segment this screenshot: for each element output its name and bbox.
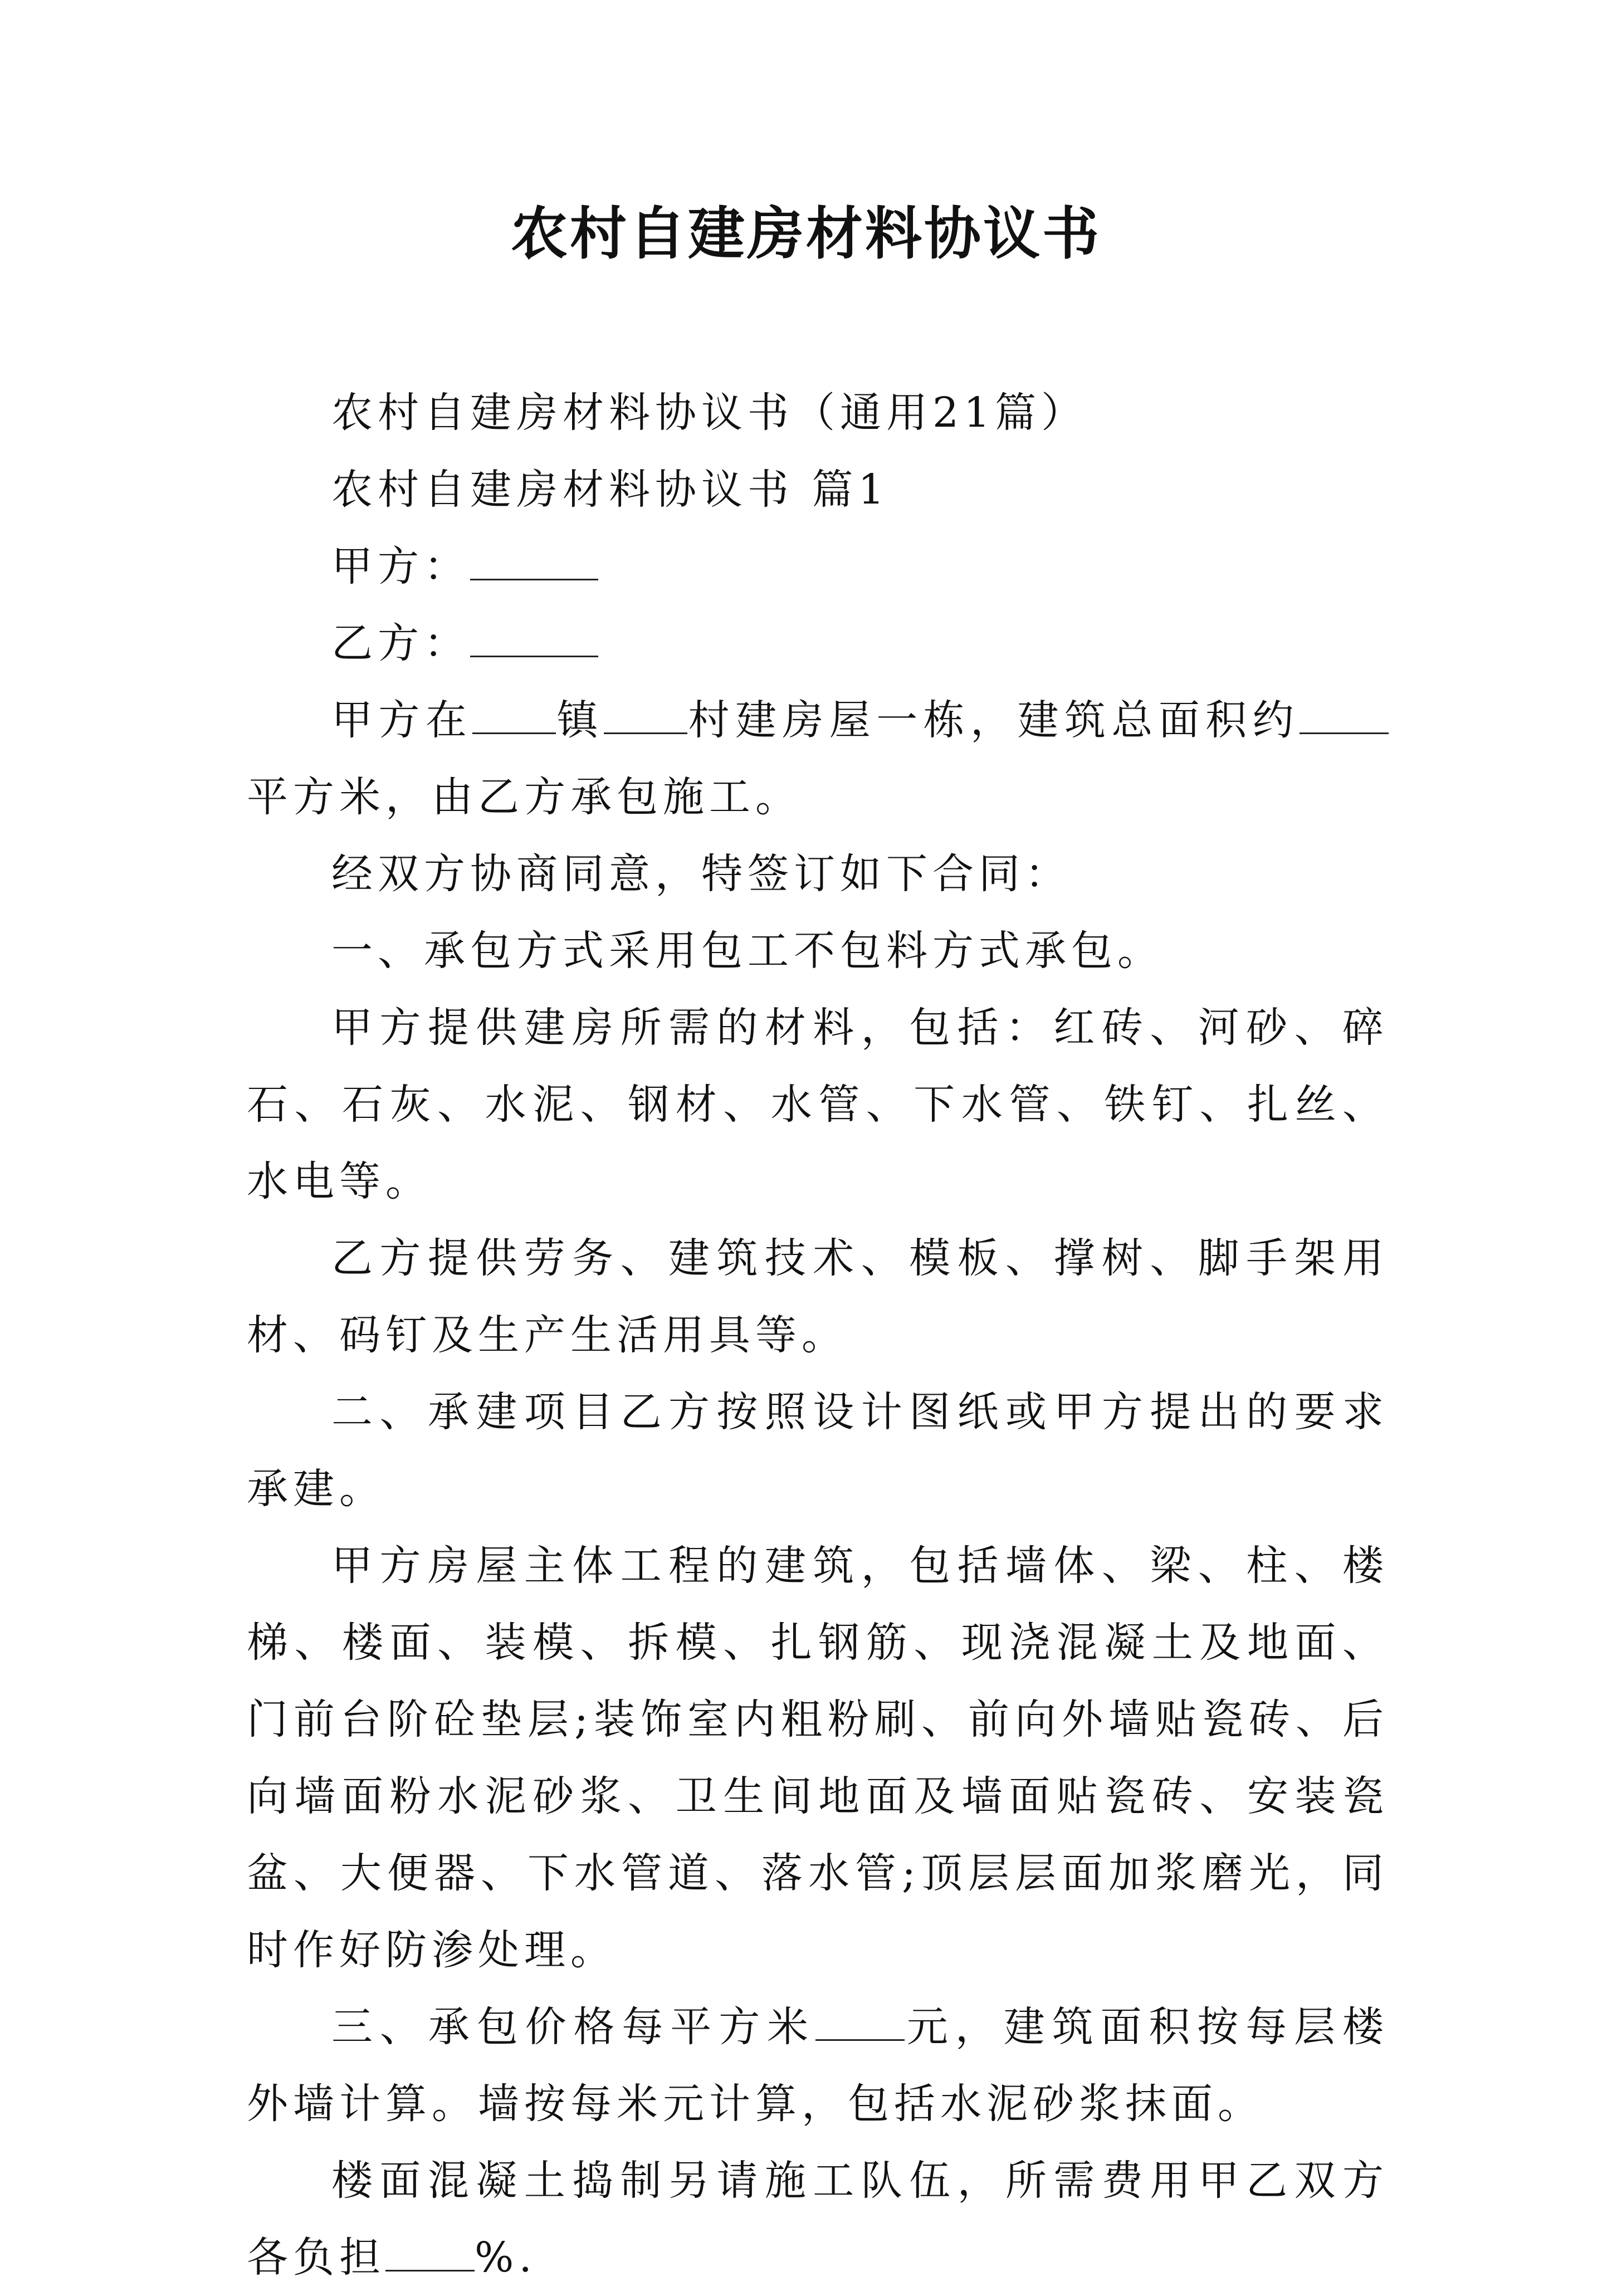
paragraph-materials: 甲方提供建房所需的材料，包括：红砖、河砂、碎石、石灰、水泥、钢材、水管、下水管、铁钉、扎丝、水电等。 [247,1004,1389,1205]
paragraph-scope: 甲方房屋主体工程的建筑，包括墙体、梁、柱、楼梯、楼面、装模、拆模、扎钢筋、现浇混凝土及地面、门前台阶砼垫层;装饰室内粗粉刷、前向外墙贴瓷砖、后向墙面粉水泥砂浆、卫生间地面及墙面贴瓷砖、安装瓷盆、大便器、下水管道、落水管;顶层层面加浆磨光，同时作好防渗处理。 [247,1542,1389,1974]
text-fragment: 元，建筑面积按每层楼外墙计算。墙按每米元计算，包括水泥砂浆抹面。 [247,2003,1389,2128]
paragraph-clause-3 [247,1989,1389,2142]
text-fragment: 楼面混凝土捣制另请施工队伍，所需费用甲乙双方各负担 [247,2157,1389,2282]
text-fragment: 平方米，由乙方承包施工。 [247,773,802,821]
party-a-label: 甲方： [331,543,470,590]
paragraph-clause-1: 一、承包方式采用包工不包料方式承包。 [331,927,1164,975]
price-blank [815,2000,905,2041]
area-blank [1300,693,1389,734]
party-b-line [247,605,1389,682]
text-fragment: 村建房屋一栋，建筑总面积约 [687,696,1300,744]
paragraph-clause-2: 二、承建项目乙方按照设计图纸或甲方提出的要求承建。 [247,1388,1389,1513]
town-blank [472,693,556,734]
text-fragment: 三、承包价格每平方米 [331,2003,815,2051]
party-b-blank [470,617,598,657]
paragraph-subtitle: 农村自建房材料协议书（通用21篇） [331,389,1088,437]
paragraph-agreement: 经双方协商同意，特签订如下合同： [331,850,1071,898]
paragraph-location [247,682,1389,836]
party-a-line [247,528,1389,605]
paragraph-labor: 乙方提供劳务、建筑技术、模板、撑树、脚手架用材、码钉及生产生活用具等。 [247,1234,1389,1359]
document-title: 农村自建房材料协议书 [511,201,1101,267]
document-body [247,374,1389,2296]
text-fragment: 镇 [556,696,604,744]
party-b-label: 乙方： [331,619,470,667]
village-blank [604,693,687,734]
text-fragment: %. [475,2234,537,2282]
paragraph-section-heading: 农村自建房材料协议书 篇1 [331,466,890,514]
percent-blank [385,2231,475,2271]
text-fragment: 甲方在 [331,696,473,744]
paragraph-cost-share [247,2142,1389,2296]
party-a-blank [470,540,598,580]
